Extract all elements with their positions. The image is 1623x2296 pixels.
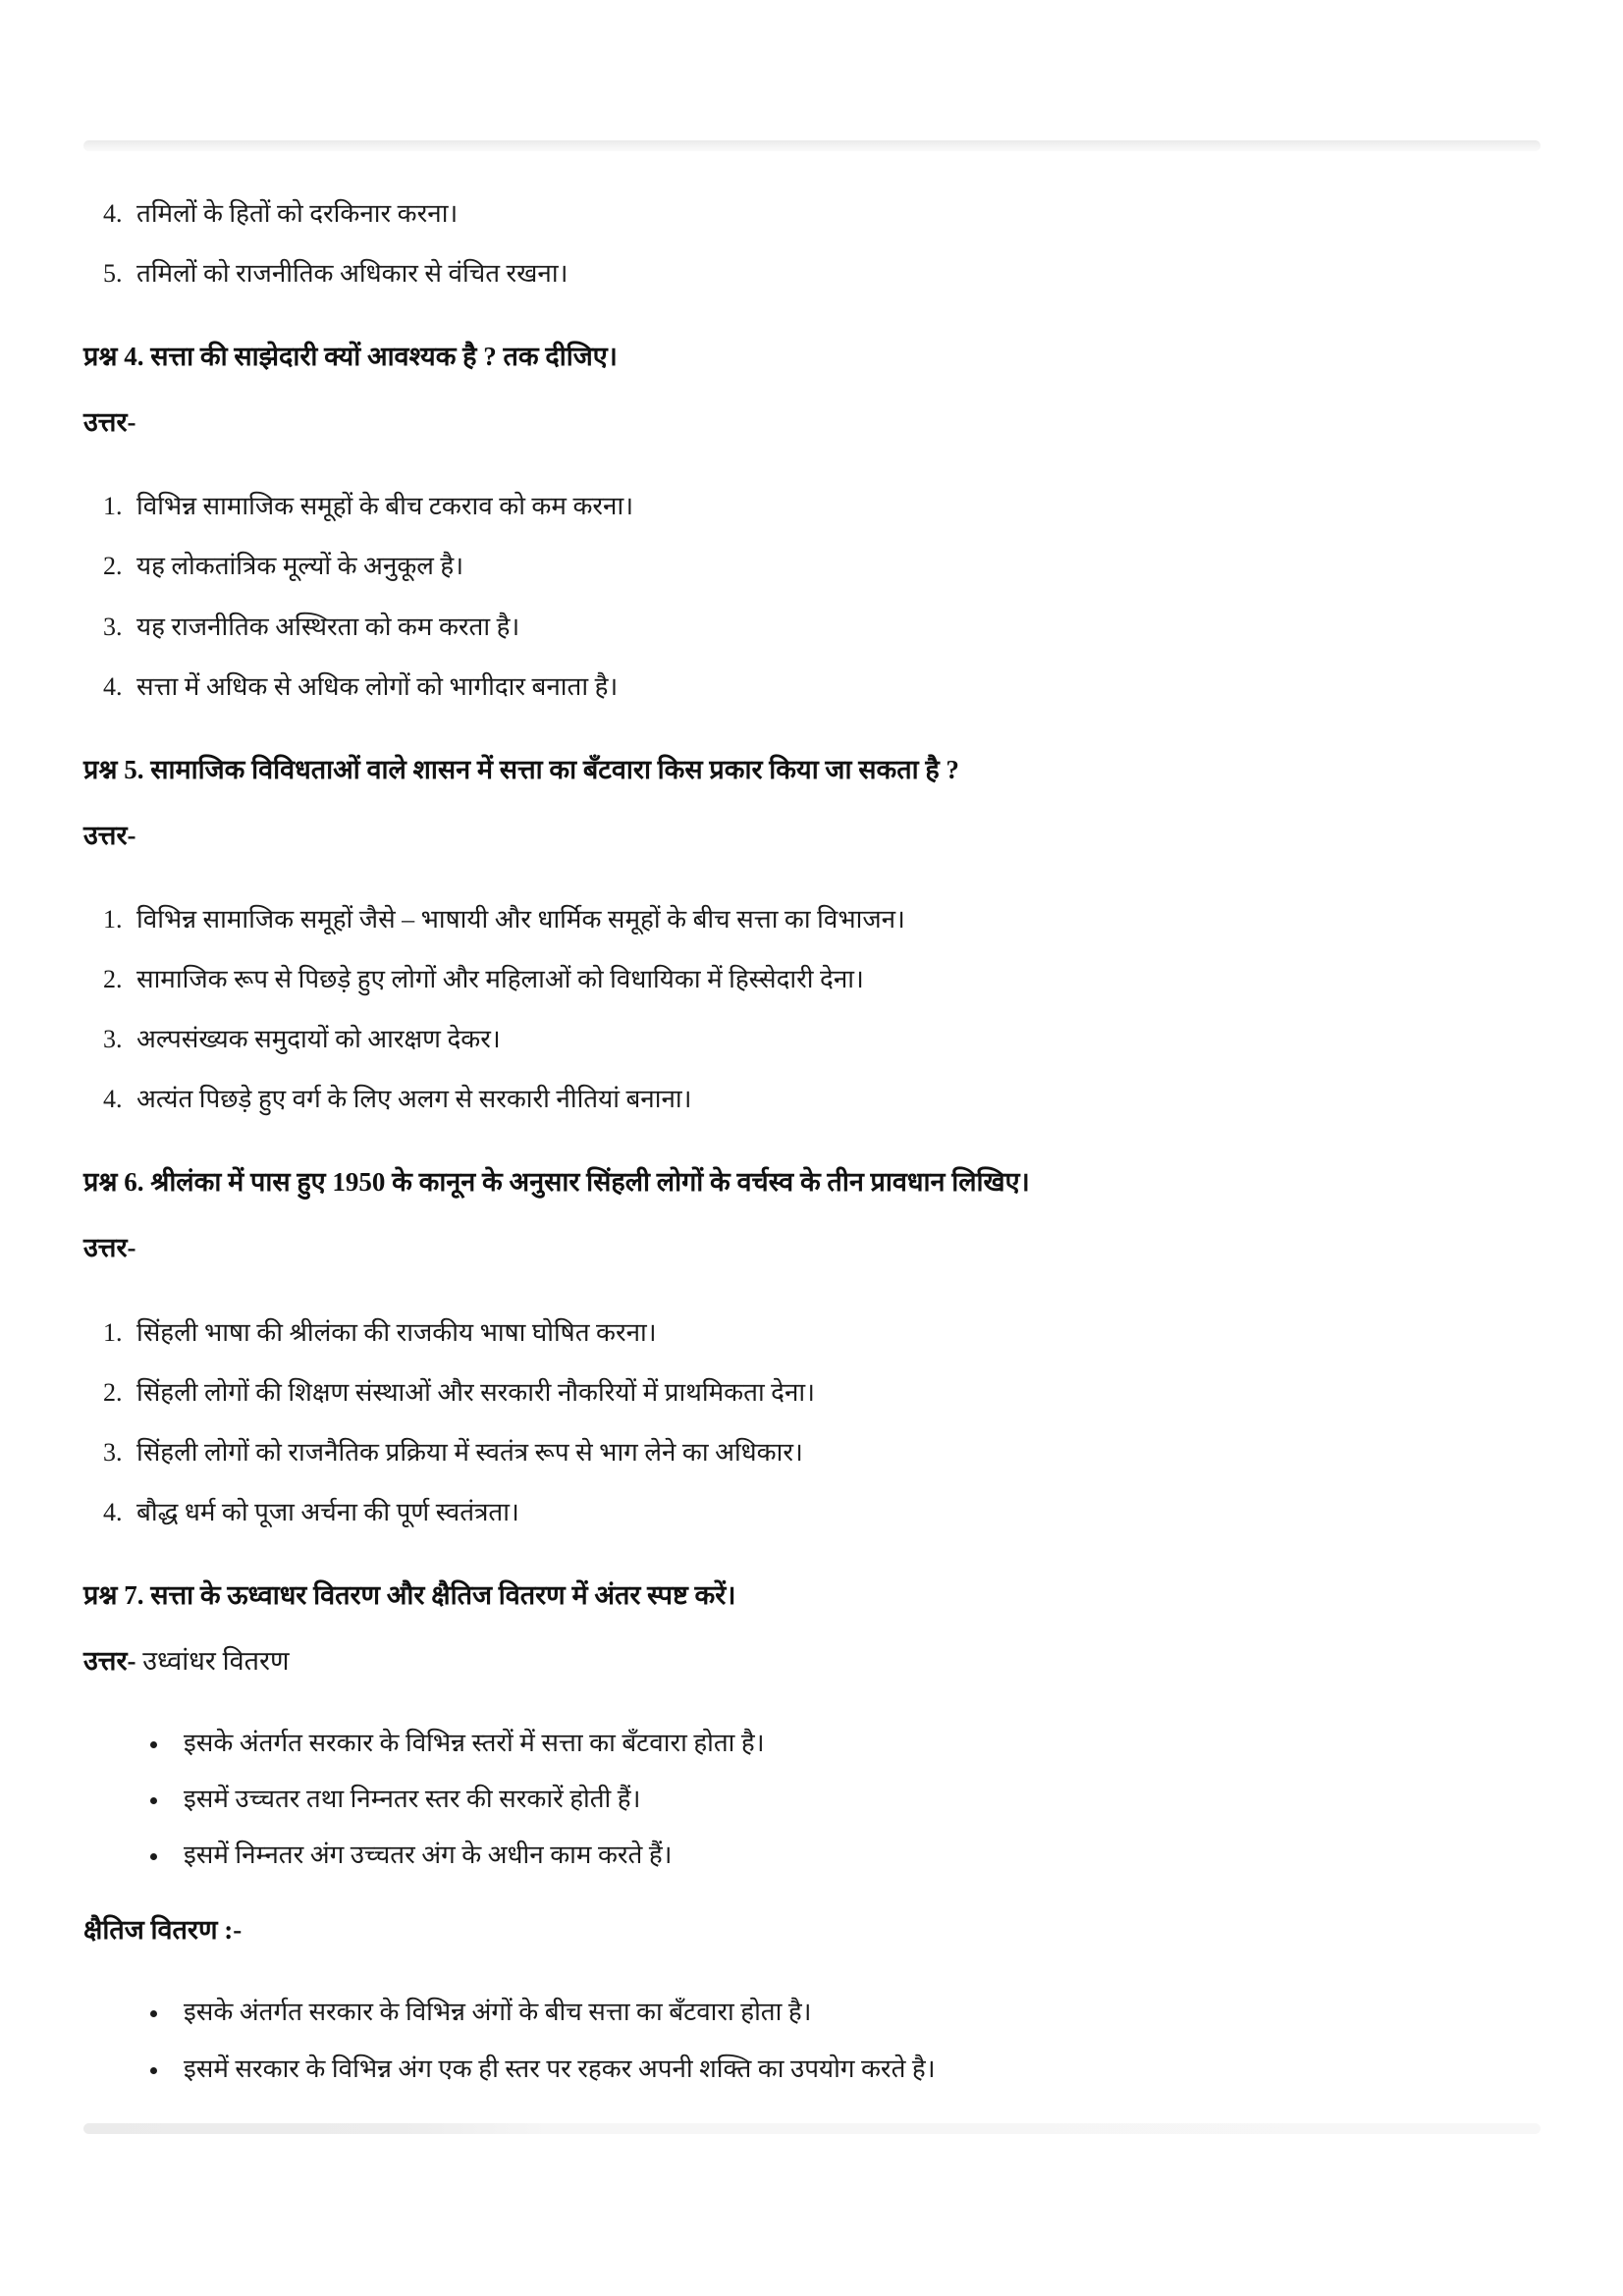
horizontal-distribution-heading: क्षैतिज वितरण :- bbox=[83, 1915, 243, 1946]
question-6-answer-list bbox=[83, 1315, 1541, 1529]
list-item: 4. अत्यंत पिछड़े हुए वर्ग के लिए अलग से सरकारी नीतियां बनाना। bbox=[129, 1082, 1541, 1116]
question-block-6 bbox=[83, 1165, 1541, 1529]
question-4-answer-list bbox=[83, 489, 1541, 703]
question-6-heading: प्रश्न 6. श्रीलंका में पास हुए 1950 के कानून के अनुसार सिंहली लोगों के वर्चस्व के तीन प्रावधान लिखिए। bbox=[83, 1167, 1030, 1198]
answer-label: उत्तर- bbox=[83, 820, 136, 850]
question-block-4 bbox=[83, 340, 1541, 704]
answer-intro-text: उध्वांधर वितरण bbox=[142, 1645, 290, 1676]
carryover-numbered-list bbox=[83, 196, 1541, 291]
list-item: 2. सामाजिक रूप से पिछड़े हुए लोगों और महिलाओं को विधायिका में हिस्सेदारी देना। bbox=[129, 962, 1541, 996]
question-block-5 bbox=[83, 753, 1541, 1117]
question-5-heading: प्रश्न 5. सामाजिक विविधताओं वाले शासन में सत्ता का बँटवारा किस प्रकार किया जा सकता है ? bbox=[83, 754, 959, 784]
list-item: • इसके अंतर्गत सरकार के विभिन्न अंगों के बीच सत्ता का बँटवारा होता है। bbox=[170, 1995, 1541, 2029]
list-item: 3. अल्पसंख्यक समुदायों को आरक्षण देकर। bbox=[129, 1022, 1541, 1056]
list-item: • इसमें सरकार के विभिन्न अंग एक ही स्तर पर रहकर अपनी शक्ति का उपयोग करते है। bbox=[170, 2052, 1541, 2086]
list-item: 3. यह राजनीतिक अस्थिरता को कम करता है। bbox=[129, 610, 1541, 644]
bottom-divider bbox=[83, 2123, 1541, 2134]
list-item: • इसमें निम्नतर अंग उच्चतर अंग के अधीन काम करते हैं। bbox=[170, 1838, 1541, 1872]
horizontal-distribution-bullet-list bbox=[83, 1995, 1541, 2085]
list-item: 1. सिंहली भाषा की श्रीलंका की राजकीय भाषा घोषित करना। bbox=[129, 1315, 1541, 1350]
question-5-answer-list bbox=[83, 902, 1541, 1116]
vertical-distribution-bullet-list bbox=[83, 1726, 1541, 1872]
list-item: 5. तमिलों को राजनीतिक अधिकार से वंचित रखना। bbox=[129, 256, 1541, 291]
list-item: 2. यह लोकतांत्रिक मूल्यों के अनुकूल है। bbox=[129, 549, 1541, 583]
list-item: 3. सिंहली लोगों को राजनैतिक प्रक्रिया में स्वतंत्र रूप से भाग लेने का अधिकार। bbox=[129, 1435, 1541, 1469]
list-item: • इसमें उच्चतर तथा निम्नतर स्तर की सरकारें होती हैं। bbox=[170, 1782, 1541, 1816]
list-item: 4. सत्ता में अधिक से अधिक लोगों को भागीदार बनाता है। bbox=[129, 669, 1541, 704]
list-item: • इसके अंतर्गत सरकार के विभिन्न स्तरों में सत्ता का बँटवारा होता है। bbox=[170, 1726, 1541, 1760]
list-item: 4. तमिलों के हितों को दरकिनार करना। bbox=[129, 196, 1541, 231]
answer-label: उत्तर- bbox=[83, 407, 136, 438]
list-item: 1. विभिन्न सामाजिक समूहों जैसे – भाषायी और धार्मिक समूहों के बीच सत्ता का विभाजन। bbox=[129, 902, 1541, 936]
question-7-heading: प्रश्न 7. सत्ता के ऊध्वाधर वितरण और क्षैतिज वितरण में अंतर स्पष्ट करें। bbox=[83, 1579, 736, 1610]
list-item: 4. बौद्ध धर्म को पूजा अर्चना की पूर्ण स्वतंत्रता। bbox=[129, 1495, 1541, 1529]
question-4-heading: प्रश्न 4. सत्ता की साझेदारी क्यों आवश्यक है ? तक दीजिए। bbox=[83, 342, 618, 372]
list-item: 1. विभिन्न सामाजिक समूहों के बीच टकराव को कम करना। bbox=[129, 489, 1541, 523]
list-item: 2. सिंहली लोगों की शिक्षण संस्थाओं और सरकारी नौकरियों में प्राथमिकता देना। bbox=[129, 1375, 1541, 1410]
question-block-7 bbox=[83, 1578, 1541, 2086]
answer-label: उत्तर- bbox=[83, 1233, 136, 1263]
answer-line bbox=[83, 1644, 1541, 1679]
answer-label: उत्तर- bbox=[83, 1645, 136, 1676]
top-divider bbox=[83, 140, 1541, 151]
